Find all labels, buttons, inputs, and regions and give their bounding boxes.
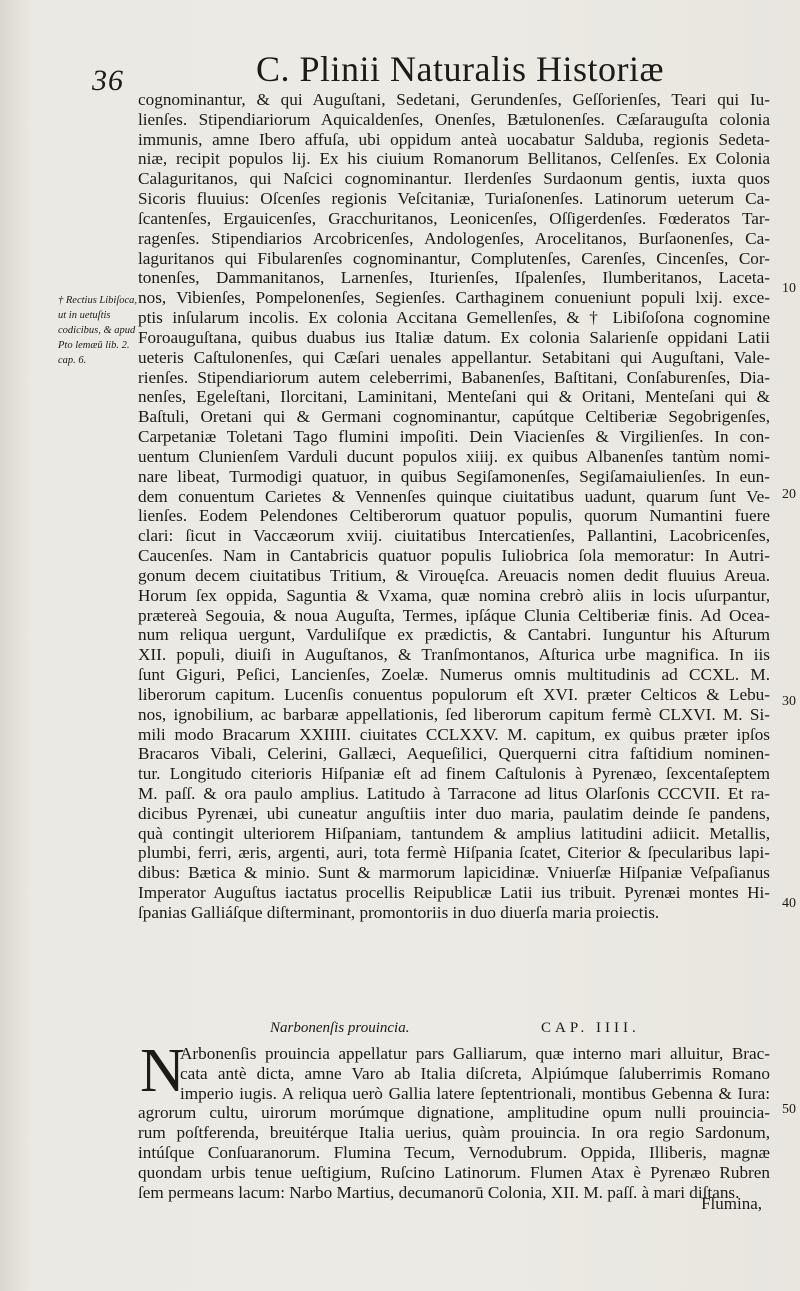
line-number-30: 30 [782,694,796,709]
body-text-line: lienſes. Stipendiariorum Aquicaldenſes, Onenſes, Bætulonenſes. Cæſarauguſta colonia [138,109,770,129]
body-text-line: Carpetaniæ Toletani Tago flumini impoſiti. Dein Viacienſes & Virgilienſes. In con- [138,427,770,447]
body-text-line: nos, ignobilium, ac barbaræ appellationis, ſed liberorum capitum fermè CLXVI. M. Si- [138,704,770,724]
running-title [0,48,800,90]
body-text [138,90,770,923]
body-text-line: nare libeat, Turmodigi quatuor, in quibus Segiſamonenſes, Segiſamaiulienſes. In eun- [138,466,770,486]
chapter-number: CAP. IIII. [541,1020,640,1036]
body-text-line: niæ, recipit populos lij. Ex his ciuium Romanorum Bellitanos, Celſenſes. Ex Colonia [138,149,770,169]
body-text-line: ragenſes. Stipendiarios Arcobricenſes, Andologenſes, Arocelitanos, Burſaonenſes, Ca- [138,228,770,248]
line-number-20: 20 [782,487,796,502]
body-text-line: dem conuentum Carietes & Vennenſes quinque ciuitatibus uadunt, quarum ſunt Ve- [138,486,770,506]
chapter-text-line: ſem permeans lacum: Narbo Martius, decumanorū Colonia, XII. M. paſſ. à mari diſtans. [138,1182,740,1202]
body-text-line: Foroauguſtana, quibus duabus ius Italiæ datum. Ex colonia Salarienſe oppidani Latii [138,327,770,347]
body-text-line: Calaguritanos, qui Naſcici cognominantur. Ilerdenſes Surdaonum gentis, iuxta quos [138,169,770,189]
body-text-line: rienſes. Stipendiariorum autem celeberrimi, Babanenſes, Baſtitani, Conſaburenſes, Dia- [138,367,770,387]
body-text-line: tur. Longitudo citerioris Hiſpaniæ eſt ad finem Caſtulonis à Pyrenæo, ſexcentaſeptem [138,764,770,784]
body-text-line: Baſtuli, Oretani qui & Germani cognominantur, capútque Celtiberiæ Segobrigenſes, [138,407,770,427]
chapter-text-line: agrorum cultu, uirorum morúmque dignatione, amplitudine opum nulli prouincia- [138,1103,770,1123]
catchword: Flumina, [701,1194,762,1213]
chapter-text-line: quondam urbis tenue ueſtigium, Ruſcino Latinorum. Flumen Atax è Pyrenæo Rubren [138,1162,770,1182]
body-text-line: nos, Vibienſes, Pompelonenſes, Segienſes. Carthaginem conueniunt populi lxij. exce- [138,288,770,308]
body-text-line: ptis inſularum incolis. Ex colonia Accitana Gemellenſes, & † Libiſoſona cognomine [138,308,770,328]
body-text-line: cognominantur, & qui Auguſtani, Sedetani, Gerundenſes, Geſſorienſes, Teari qui Iu- [138,90,770,109]
body-text-line: prætereà Segouia, & noua Auguſta, Termes, ipſáque Clunia Celtiberiæ finis. Ad Ocea- [138,605,770,625]
body-text-line: lienſes. Eodem Pelendones Celtiberorum quatuor populis, quorum Numantini fuere [138,506,770,526]
body-text-line: XII. populi, diuiſi in Auguſtanos, & Tranſmontanos, Aſturica urbe magnifica. In iis [138,645,770,665]
body-text-line: dibus: Bætica & minio. Sunt & marmorum lapicidinæ. Vniuerſæ Hiſpaniæ Veſpaſianus [138,863,770,883]
body-text-line: Bracaros Vibali, Celerini, Gallæci, Aequeſilici, Querquerni citra faſtidium nominen- [138,744,770,764]
chapter-text-line: cata antè dicta, amne Varo ab Italia diſcreta, Alpiúmque ſaluberrimis Romano [180,1063,770,1083]
body-text-line: uentum Clunienſem Varduli ducunt populos xiiij. ex quibus Albanenſes tantùm nomi- [138,446,770,466]
body-text-line: liberorum capitum. Lucenſis conuentus populorum eſt XVI. præter Celticos & Lebu- [138,684,770,704]
body-text-line: gonum decem ciuitatibus Tritium, & Virouęſca. Areuacis nomen dedit fluuius Areua. [138,565,770,585]
line-number-40: 40 [782,896,796,911]
body-text-line: Imperator Auguſtus iactatus procellis Reipublicæ Latii ius tribuit. Pyrenæi montes Hi- [138,883,770,903]
body-text-line: mili modo Bracarum XXIIII. ciuitates CCLXXV. M. capitum, ex quibus præter ipſos [138,724,770,744]
body-text-line: num reliqua uergunt, Varduliſque ex prædictis, & Cantabri. Iunguntur his Aſturum [138,625,770,645]
body-text-line: nenſes, Egeleſtani, Ilorcitani, Laminitani, Menteſani qui & Oritani, Menteſani qui & [138,387,770,407]
chapter-text-line: imperio iugis. A reliqua uerò Gallia latere ſeptentrionali, montibus Gebenna & Iura: [180,1083,770,1103]
body-text-line: Sicoris fluuius: Oſcenſes regionis Veſcitaniæ, Turiaſonenſes. Latinorum ueterum Ca- [138,189,770,209]
body-text-line: ſunt Giguri, Peſici, Lancienſes, Zoelæ. Numerus omnis multitudinis ad CCXL. M. [138,665,770,685]
body-text-line: M. paſſ. & ora paulo amplius. Latitudo à Tarracone ad litus Olarſonis CCCVII. Et ra- [138,783,770,803]
chapter-text-line: rum poſtferenda, breuitérque Italia uerius, quàm prouincia. In ora regio Sardonum, [138,1123,770,1143]
margin-note: † Rectius Libiſoca, ut in uetuſtis codicibus, & apud Pto lemæū lib. 2. cap. 6. [58,295,138,366]
chapter-title: Narbonenſis prouincia. [270,1020,410,1036]
body-text-line: ueteris Caſtulonenſes, qui Cæſari uenales appellantur. Setabitani qui Auguſtani, Vale- [138,347,770,367]
body-text-line: Caucenſes. Nam in Cantabricis quatuor populis Iuliobrica ſola memoratur: In Autri- [138,546,770,566]
body-text-line: quà contingit ulteriorem Hiſpaniam, tantundem & amplius latitudini adiicit. Metallis, [138,823,770,843]
body-text-line: immunis, amne Ibero affuſa, ubi oppidum anteà uocabatur Salduba, regionis Sedeta- [138,129,770,149]
line-number-50: 50 [782,1102,796,1117]
body-text-line: ſpanias Galliáſque diſterminant, promontoriis in duo diuerſa maria proiectis. [138,902,660,922]
running-title-text: C. Plinii Naturalis Historiæ [255,49,664,89]
body-text-line: Horum ſex oppida, Saguntia & Vxama, quæ nomina crebrò aliis in locis uſurpantur, [138,585,770,605]
line-number-10: 10 [782,281,796,296]
page-number: 36 [92,64,124,97]
body-text-line: ſcantenſes, Ergauicenſes, Gracchuritanos, Leonicenſes, Oſſigerdenſes. Fœderatos Tar- [138,208,770,228]
drop-capital: N [140,1037,185,1105]
body-text-line: laguritanos qui Fibularenſes cognominantur, Complutenſes, Carenſes, Cincenſes, Cor- [138,248,770,268]
chapter-heading [138,1020,770,1040]
body-text-line: plumbi, ferri, æris, argenti, auri, tota fermè Hiſpania ſcatet, Citerior & ſpecularibus lapi- [138,843,770,863]
body-text-line: clari: ſicut in Vaccæorum xviij. ciuitatibus Intercatienſes, Pallantini, Lacobricenſes, [138,526,770,546]
chapter-text-line: intúſque Conſuaranorum. Flumina Tecum, Vernodubrum. Oppida, Illiberis, magnæ [138,1143,770,1163]
chapter-text-line: Arbonenſis prouincia appellatur pars Galliarum, quæ interno mari alluitur, Brac- [180,1044,770,1063]
body-text-line: tonenſes, Dammanitanos, Larnenſes, Iturienſes, Iſpalenſes, Ilumberitanos, Laceta- [138,268,770,288]
body-text-line: dicibus Pyrenæi, ubi cuneatur anguſtiis inter duo maria, paulatim deinde ſe pandens, [138,803,770,823]
chapter-text [138,1044,770,1203]
